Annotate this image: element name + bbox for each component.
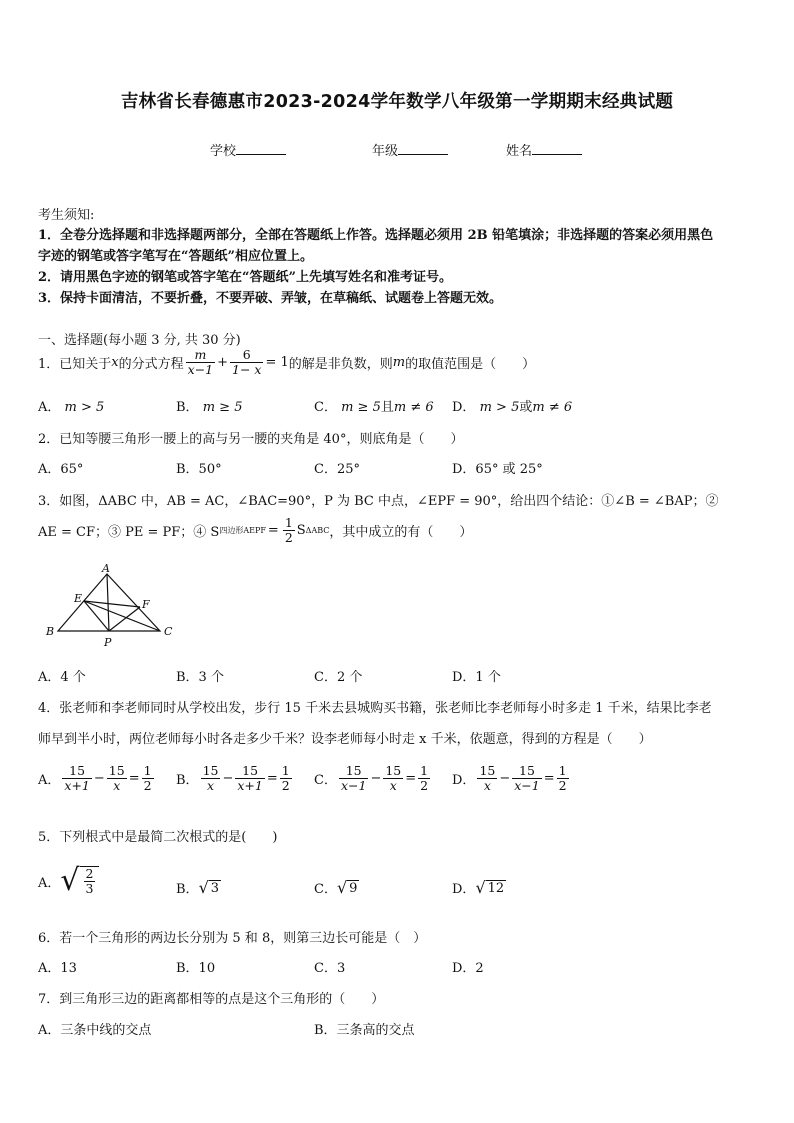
grade-field: [372, 140, 448, 159]
q1-option-c[interactable]: C． m ≥ 5且m ≠ 6: [314, 400, 434, 415]
grade-label: 年级: [372, 144, 399, 159]
q1-fraction-2: [230, 348, 263, 378]
q3-eq: =: [267, 523, 279, 539]
q4-option-c[interactable]: C． $\frac{15}{x-1}$ − $\frac{15}{x}$ = $\frac{1}{2}$: [314, 763, 429, 794]
q3-segment-ap: [107, 574, 109, 631]
grade-blank: [398, 142, 448, 155]
q1-var-x: x: [111, 355, 119, 371]
q1-prefix: 1．已知关于: [38, 357, 112, 373]
q3-s2: S: [296, 523, 306, 539]
q1-f1-num: m: [194, 347, 207, 362]
q3-label-a: A: [102, 562, 110, 575]
q2-option-d[interactable]: D．65° 或 25°: [452, 462, 543, 477]
q3-line-1: 3．如图，ΔABC 中，AB = AC，∠BAC=90°，P 为 BC 中点，∠EPF = 90°，给出四个结论：①∠B = ∠BAP；②: [38, 494, 719, 509]
q4-line-2: 师早到半小时，两位老师每小时各走多少千米？设李老师每小时走 x 千米，依题意，得到的方程是（ ）: [38, 732, 652, 747]
section-heading: 一、选择题(每小题 3 分, 共 30 分): [38, 333, 241, 348]
q1-option-b[interactable]: B． m ≥ 5: [176, 400, 243, 415]
q6-option-d[interactable]: D．2: [452, 961, 484, 976]
q3-option-c[interactable]: C．2 个: [314, 670, 363, 685]
notice-heading: 考生须知:: [38, 208, 95, 223]
q1-mid: 的分式方程: [118, 357, 184, 373]
q5-option-d[interactable]: D． √ 12: [452, 877, 505, 897]
q3-option-d[interactable]: D．1 个: [452, 670, 501, 685]
q3-label-f: F: [142, 598, 150, 611]
school-field: [210, 140, 286, 159]
q4-option-b[interactable]: B． $\frac{15}{x}$ − $\frac{15}{x+1}$ = $\frac{1}{2}$: [176, 763, 290, 794]
sqrt-icon: √ $\frac{2}{3}$: [60, 866, 99, 897]
q5-option-a[interactable]: A． √ $\frac{2}{3}$: [38, 866, 99, 897]
notice-item-2: 2．请用黑色字迹的钢笔或答字笔在“答题纸”上先填写姓名和准考证号。: [38, 270, 453, 285]
q3-line2-a: AE = CF；③ PE = PF；④ S: [38, 525, 220, 541]
q6-option-b[interactable]: B．10: [176, 961, 216, 976]
q7-option-a[interactable]: A．三条中线的交点: [38, 1023, 152, 1038]
q4-option-a[interactable]: A． $\frac{15}{x+1}$ − $\frac{15}{x}$ = $\frac{1}{2}$: [38, 763, 152, 794]
name-label: 姓名: [506, 144, 533, 159]
q2-option-b[interactable]: B．50°: [176, 462, 222, 477]
q1-suffix2: 的取值范围是（ ）: [405, 357, 536, 373]
q3-option-b[interactable]: B．3 个: [176, 670, 224, 685]
q2-option-c[interactable]: C．25°: [314, 462, 360, 477]
q3-label-p: P: [104, 636, 112, 649]
name-blank: [532, 142, 582, 155]
q3-label-b: B: [46, 625, 55, 638]
q1-f2-num: 6: [230, 348, 263, 363]
q5-stem: 5．下列根式中是最简二次根式的是( ): [38, 830, 278, 845]
q1-eq: = 1: [265, 355, 289, 371]
q3-line2-b: ，其中成立的有（ ）: [329, 525, 473, 541]
q1-option-d[interactable]: D． m > 5或m ≠ 6: [452, 400, 573, 415]
q3-option-a[interactable]: A．4 个: [38, 670, 86, 685]
q3-figure: [40, 562, 180, 654]
q4-line-1: 4．张老师和李老师同时从学校出发，步行 15 千米去县城购买书籍，张老师比李老师每小时多走 1 千米，结果比李老: [38, 701, 712, 716]
q2-option-a[interactable]: A．65°: [38, 462, 84, 477]
q3-label-e: E: [74, 592, 83, 605]
notice-item-1b: 字迹的钢笔或答字笔写在“答题纸”相应位置上。: [38, 249, 313, 264]
q3-line-2: [38, 516, 472, 546]
q1-stem: [38, 348, 535, 378]
q6-option-c[interactable]: C．3: [314, 961, 346, 976]
notice-item-1a: 1．全卷分选择题和非选择题两部分，全部在答题纸上作答。选择题必须用 2B 铅笔填涂；非选择题的答案必须用黑色: [38, 228, 714, 243]
q2-stem: 2．已知等腰三角形一腰上的高与另一腰的夹角是 40°，则底角是（ ）: [38, 432, 464, 447]
sqrt-icon: √ 9: [336, 877, 358, 897]
q1-option-a[interactable]: A． m > 5: [38, 400, 105, 415]
notice-item-3: 3．保持卡面清洁，不要折叠，不要弄破、弄皱，在草稿纸、试题卷上答题无效。: [38, 291, 503, 306]
school-label: 学校: [210, 144, 237, 159]
sqrt-icon: √ 12: [475, 877, 505, 897]
page-title: 吉林省长春德惠市2023-2024学年数学八年级第一学期期末经典试题: [120, 92, 674, 112]
q5-option-b[interactable]: B． √ 3: [176, 877, 220, 897]
q7-option-b[interactable]: B．三条高的交点: [314, 1023, 415, 1038]
sqrt-icon: √ 3: [198, 877, 220, 897]
q1-plus: +: [217, 355, 229, 371]
q5-option-c[interactable]: C． √ 9: [314, 877, 358, 897]
q3-label-c: C: [164, 625, 173, 638]
q1-suffix: 的解是非负数，则: [288, 357, 393, 373]
q1-f1-den: x−1: [187, 362, 214, 378]
q3-segment-fp: [109, 607, 140, 631]
q3-sub1: 四边形AEPF: [219, 526, 266, 536]
q6-option-a[interactable]: A．13: [38, 961, 77, 976]
name-field: [506, 140, 582, 159]
q1-fraction-1: [186, 348, 215, 378]
q7-stem: 7．到三角形三边的距离都相等的点是这个三角形的（ ）: [38, 992, 385, 1007]
school-blank: [236, 142, 286, 155]
q1-var-m: m: [392, 355, 406, 371]
q6-stem: 6．若一个三角形的两边长分别为 5 和 8，则第三边长可能是（ ）: [38, 931, 427, 946]
q1-f2-den: 1− x: [232, 362, 262, 378]
q4-option-d[interactable]: D． $\frac{15}{x}$ − $\frac{15}{x-1}$ = $\frac{1}{2}$: [452, 763, 567, 794]
q3-half: $\frac{1}{2}$: [284, 515, 293, 546]
q3-sub2: ΔABC: [305, 526, 330, 536]
